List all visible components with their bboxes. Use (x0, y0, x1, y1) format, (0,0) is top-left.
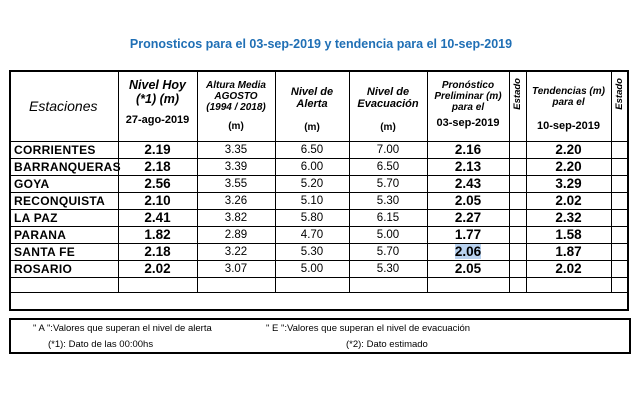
table-row-spacer (10, 292, 628, 310)
station-name: PARANA (10, 226, 118, 243)
table-row (10, 192, 628, 209)
header-pronostico (427, 71, 509, 141)
nivel-hoy-value: 2.41 (118, 209, 197, 226)
table-row (10, 158, 628, 175)
header-estado-1 (509, 71, 526, 141)
estado-2-cell (611, 192, 628, 209)
estado-2-cell (611, 175, 628, 192)
header-estaciones: Estaciones (10, 71, 118, 141)
altura-media-value: 3.26 (197, 192, 275, 209)
pronostico-value: 2.05 (427, 192, 509, 209)
note-dato-estimado: (*2): Dato estimado (346, 339, 428, 350)
pronostico-value: 2.43 (427, 175, 509, 192)
station-name: BARRANQUERAS (10, 158, 118, 175)
tendencia-value: 2.20 (526, 141, 611, 158)
header-altura-media (197, 71, 275, 141)
altura-media-value: 3.35 (197, 141, 275, 158)
selected-value-highlight: 2.06 (454, 244, 482, 259)
table-row-empty (10, 277, 628, 292)
header-altura-media-label: Altura Media AGOSTO (1994 / 2018) (205, 80, 266, 113)
empty-cell (427, 277, 509, 292)
nivel-evacuacion-value: 5.30 (349, 260, 427, 277)
table-row (10, 175, 628, 192)
nivel-alerta-value: 5.20 (275, 175, 349, 192)
nivel-alerta-value: 6.00 (275, 158, 349, 175)
table-row (10, 260, 628, 277)
pronostico-value: 2.13 (427, 158, 509, 175)
nivel-alerta-value: 5.30 (275, 243, 349, 260)
header-tendencias (526, 71, 611, 141)
table-row (10, 243, 628, 260)
tendencia-value: 2.02 (526, 192, 611, 209)
estado-1-cell (509, 192, 526, 209)
nivel-alerta-value: 5.00 (275, 260, 349, 277)
empty-cell (349, 277, 427, 292)
estado-2-cell (611, 243, 628, 260)
empty-cell (526, 277, 611, 292)
tendencia-value: 1.58 (526, 226, 611, 243)
station-name: RECONQUISTA (10, 192, 118, 209)
pronostico-value: 2.16 (427, 141, 509, 158)
pronostico-value: 2.27 (427, 209, 509, 226)
header-altura-media-unit: (m) (228, 121, 244, 132)
pronostico-value: 1.77 (427, 226, 509, 243)
note-evacuacion: " E ":Valores que superan el nivel de evacuación (266, 323, 471, 334)
tendencia-value: 2.32 (526, 209, 611, 226)
notes-box (9, 318, 631, 354)
nivel-evacuacion-value: 7.00 (349, 141, 427, 158)
note-alerta: " A ":Valores que superan el nivel de alerta (33, 323, 212, 334)
estado-2-cell (611, 260, 628, 277)
pronostico-value (427, 243, 509, 260)
tendencia-value: 3.29 (526, 175, 611, 192)
estado-1-cell (509, 209, 526, 226)
nivel-evacuacion-value: 5.00 (349, 226, 427, 243)
header-estado-2 (611, 71, 628, 141)
nivel-evacuacion-value: 5.70 (349, 243, 427, 260)
altura-media-value: 3.07 (197, 260, 275, 277)
tendencia-value: 2.02 (526, 260, 611, 277)
nivel-hoy-value: 2.19 (118, 141, 197, 158)
header-nivel-evacuacion-unit: (m) (380, 122, 396, 133)
spacer-cell (10, 292, 628, 310)
header-estado-2-label: Estado (613, 78, 625, 110)
empty-cell (197, 277, 275, 292)
estado-2-cell (611, 141, 628, 158)
header-tendencias-label: Tendencias (m) para el (532, 86, 605, 108)
nivel-alerta-value: 5.10 (275, 192, 349, 209)
header-nivel-alerta-unit: (m) (304, 122, 320, 133)
altura-media-value: 2.89 (197, 226, 275, 243)
nivel-evacuacion-value: 5.30 (349, 192, 427, 209)
header-nivel-evacuacion-label: Nivel de Evacuación (357, 86, 419, 110)
estado-1-cell (509, 226, 526, 243)
header-nivel-alerta (275, 71, 349, 141)
header-pronostico-date: 03-sep-2019 (436, 117, 500, 129)
empty-cell (10, 277, 118, 292)
estado-1-cell (509, 260, 526, 277)
empty-cell (509, 277, 526, 292)
estado-1-cell (509, 243, 526, 260)
empty-cell (275, 277, 349, 292)
estado-1-cell (509, 158, 526, 175)
nivel-evacuacion-value: 6.15 (349, 209, 427, 226)
header-estado-1-label: Estado (512, 78, 523, 110)
nivel-alerta-value: 5.80 (275, 209, 349, 226)
header-nivel-hoy-label: Nivel Hoy (*1) (m) (129, 78, 186, 106)
station-name: LA PAZ (10, 209, 118, 226)
note-dato-00hs: (*1): Dato de las 00:00hs (48, 339, 154, 350)
forecast-table (9, 70, 629, 311)
station-name: CORRIENTES (10, 141, 118, 158)
nivel-evacuacion-value: 6.50 (349, 158, 427, 175)
nivel-hoy-value: 2.56 (118, 175, 197, 192)
estado-1-cell (509, 175, 526, 192)
station-name: GOYA (10, 175, 118, 192)
header-nivel-hoy-date: 27-ago-2019 (125, 114, 190, 126)
nivel-hoy-value: 2.02 (118, 260, 197, 277)
altura-media-value: 3.82 (197, 209, 275, 226)
altura-media-value: 3.39 (197, 158, 275, 175)
empty-cell (118, 277, 197, 292)
header-nivel-alerta-label: Nivel de Alerta (290, 86, 334, 110)
header-nivel-hoy (118, 71, 197, 141)
nivel-hoy-value: 1.82 (118, 226, 197, 243)
header-pronostico-label: Pronóstico Preliminar (m) para el (434, 80, 502, 113)
estado-2-cell (611, 209, 628, 226)
station-name: SANTA FE (10, 243, 118, 260)
estado-2-cell (611, 226, 628, 243)
table-row (10, 209, 628, 226)
page-title: Pronosticos para el 03-sep-2019 y tendencia para el 10-sep-2019 (129, 37, 513, 51)
altura-media-value: 3.55 (197, 175, 275, 192)
nivel-evacuacion-value: 5.70 (349, 175, 427, 192)
station-name: ROSARIO (10, 260, 118, 277)
nivel-alerta-value: 4.70 (275, 226, 349, 243)
empty-cell (611, 277, 628, 292)
estado-1-cell (509, 141, 526, 158)
nivel-hoy-value: 2.18 (118, 243, 197, 260)
nivel-hoy-value: 2.18 (118, 158, 197, 175)
nivel-hoy-value: 2.10 (118, 192, 197, 209)
estado-2-cell (611, 158, 628, 175)
tendencia-value: 2.20 (526, 158, 611, 175)
header-tendencias-date: 10-sep-2019 (537, 120, 600, 132)
header-nivel-evacuacion (349, 71, 427, 141)
tendencia-value: 1.87 (526, 243, 611, 260)
nivel-alerta-value: 6.50 (275, 141, 349, 158)
table-row (10, 141, 628, 158)
altura-media-value: 3.22 (197, 243, 275, 260)
table-row (10, 226, 628, 243)
pronostico-value: 2.05 (427, 260, 509, 277)
